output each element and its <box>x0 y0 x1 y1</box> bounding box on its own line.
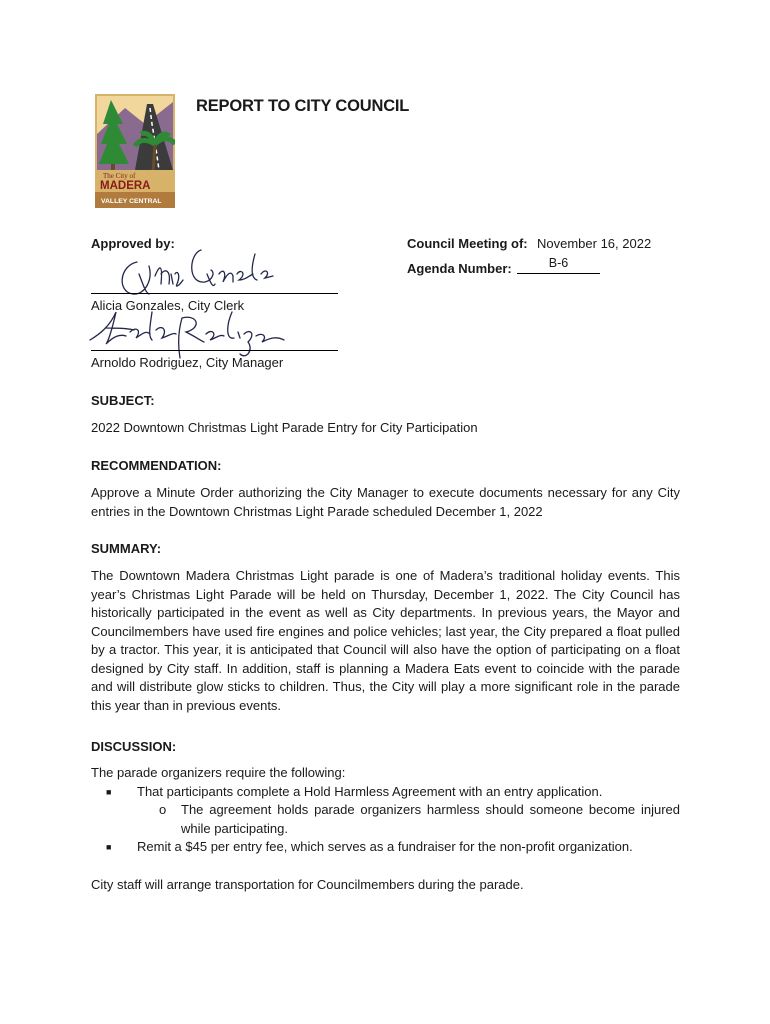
square-bullet-icon: ■ <box>106 786 112 797</box>
recommendation-heading: RECOMMENDATION: <box>91 458 222 473</box>
city-clerk-name: Alicia Gonzales, City Clerk <box>91 298 245 313</box>
list-item-text: That participants complete a Hold Harmless Agreement with an entry application. <box>137 783 603 799</box>
agenda-number-label: Agenda Number: <box>407 261 512 276</box>
city-clerk-signature <box>115 244 275 299</box>
agenda-number-value: B-6 <box>517 255 600 274</box>
sub-list-item-text: The agreement holds parade organizers harmless should someone become injured while participating. <box>181 802 680 836</box>
logo-madera-text: MADERA <box>100 180 151 192</box>
logo-valley-central-text: VALLEY CENTRAL <box>101 198 162 205</box>
hollow-bullet-icon: o <box>159 802 167 817</box>
city-manager-name: Arnoldo Rodriguez, City Manager <box>91 355 284 370</box>
report-title: REPORT TO CITY COUNCIL <box>196 97 410 115</box>
discussion-closing: City staff will arrange transportation for Councilmembers during the parade. <box>91 877 524 892</box>
discussion-intro: The parade organizers require the following: <box>91 765 346 780</box>
subject-text: 2022 Downtown Christmas Light Parade Entry for City Participation <box>91 420 478 435</box>
manager-signature-line <box>91 350 338 351</box>
summary-heading: SUMMARY: <box>91 541 162 556</box>
clerk-signature-line <box>91 293 338 294</box>
subject-heading: SUBJECT: <box>91 393 155 408</box>
square-bullet-icon: ■ <box>106 842 112 852</box>
recommendation-text: Approve a Minute Order authorizing the City Manager to execute documents necessary for any City entries in the Downtown Christmas Light Parade scheduled December 1, 2022 <box>91 485 680 519</box>
summary-text: The Downtown Madera Christmas Light parade is one of Madera’s traditional holiday events. This year’s Christmas Light Parade will be held on Thursday, December 1, 2022. The City Council has historically participated in the event as well as City departments. In previous years, the Mayor and Councilmembers have used fire engines and police vehicles; last year, the City prepared a float pulled by a tractor. This year, it is anticipated that Council will also have the option of participating on a float designed by City staff. In addition, staff is planning a Madera Eats event to coincide with the parade and will distribute glow sticks to children. Thus, the City will play a more significant role in the parade this year than in previous events. <box>91 568 680 713</box>
discussion-heading: DISCUSSION: <box>91 739 177 754</box>
council-meeting-label: Council Meeting of: <box>407 236 528 251</box>
logo-city-of-text: The City of <box>103 172 136 180</box>
list-item-text: Remit a $45 per entry fee, which serves as a fundraiser for the non-profit organization. <box>137 839 633 854</box>
city-of-madera-logo <box>95 94 175 208</box>
council-meeting-date: November 16, 2022 <box>537 236 652 251</box>
approved-by-label: Approved by: <box>91 236 175 251</box>
